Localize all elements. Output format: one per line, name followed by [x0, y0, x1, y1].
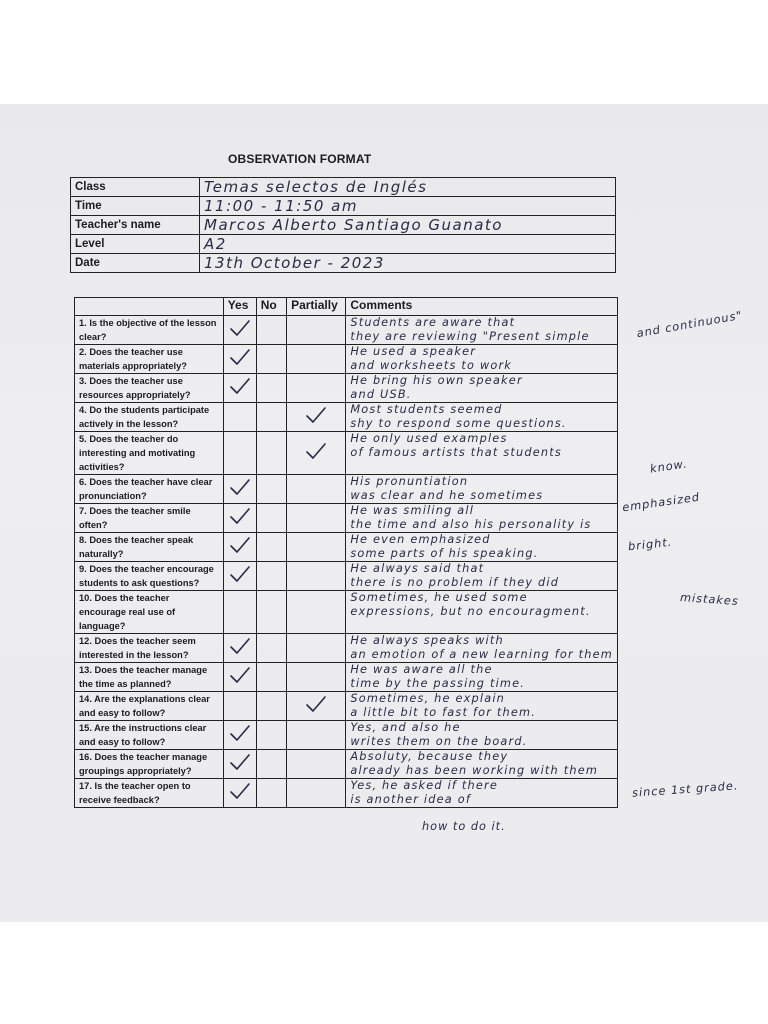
no-cell [256, 591, 286, 634]
info-row [71, 216, 616, 235]
observation-row [75, 475, 618, 504]
checkmark-icon [228, 347, 252, 372]
no-cell [256, 721, 286, 750]
info-value: Temas selectos de Inglés [200, 178, 616, 197]
no-header: No [256, 298, 286, 316]
info-row [71, 235, 616, 254]
partially-cell [287, 591, 346, 634]
question-cell: 12. Does the teacher seem interested in the lesson? [75, 634, 224, 663]
question-cell: 6. Does the teacher have clear pronunciation? [75, 475, 224, 504]
partially-cell [287, 432, 346, 475]
note-know: know. [649, 457, 689, 476]
info-label: Level [71, 235, 200, 254]
partially-cell [287, 779, 346, 808]
checkmark-icon [228, 752, 252, 777]
info-label: Time [71, 197, 200, 216]
yes-cell [223, 721, 256, 750]
checkmark-icon [304, 694, 328, 719]
checkmark-icon [304, 405, 328, 430]
checkmark-icon [228, 564, 252, 589]
question-cell: 3. Does the teacher use resources appropriately? [75, 374, 224, 403]
observation-row [75, 562, 618, 591]
question-cell: 8. Does the teacher speak naturally? [75, 533, 224, 562]
comment-cell: Yes, he asked if there is another idea of [346, 779, 618, 808]
no-cell [256, 692, 286, 721]
comment-cell: Sometimes, he explain a little bit to fast for them. [346, 692, 618, 721]
no-cell [256, 403, 286, 432]
info-row [71, 254, 616, 273]
comment-cell: Absoluty, because they already has been working with them [346, 750, 618, 779]
comment-cell: Sometimes, he used some expressions, but no encouragment. [346, 591, 618, 634]
observation-row [75, 403, 618, 432]
partially-cell [287, 721, 346, 750]
comment-cell: He was aware all the time by the passing time. [346, 663, 618, 692]
note-since-first-grade: since 1st grade. [631, 779, 739, 800]
no-cell [256, 316, 286, 345]
comment-cell: He was smiling all the time and also his personality is [346, 504, 618, 533]
info-row [71, 178, 616, 197]
note-how-to-do-it: how to do it. [422, 820, 506, 833]
yes-cell [223, 750, 256, 779]
no-cell [256, 374, 286, 403]
question-cell: 4. Do the students participate actively in the lesson? [75, 403, 224, 432]
question-cell: 7. Does the teacher smile often? [75, 504, 224, 533]
info-value: 13th October - 2023 [200, 254, 616, 273]
comment-cell: He used a speaker and worksheets to work [346, 345, 618, 374]
checkmark-icon [228, 376, 252, 401]
no-cell [256, 562, 286, 591]
partially-cell [287, 562, 346, 591]
lesson-info-table [70, 177, 616, 273]
no-cell [256, 345, 286, 374]
question-cell: 10. Does the teacher encourage real use of language? [75, 591, 224, 634]
comment-cell: He always said that there is no problem if they did [346, 562, 618, 591]
comment-cell: Yes, and also he writes them on the board. [346, 721, 618, 750]
info-row [71, 197, 616, 216]
yes-cell [223, 634, 256, 663]
yes-cell [223, 374, 256, 403]
observation-row [75, 504, 618, 533]
no-cell [256, 432, 286, 475]
comment-cell: He bring his own speaker and USB. [346, 374, 618, 403]
checkmark-icon [228, 318, 252, 343]
partially-cell [287, 663, 346, 692]
yes-cell [223, 562, 256, 591]
document-title: OBSERVATION FORMAT [228, 152, 372, 166]
checkmark-icon [228, 636, 252, 661]
yes-cell [223, 692, 256, 721]
checkmark-icon [228, 535, 252, 560]
observation-table [74, 297, 618, 808]
yes-cell [223, 533, 256, 562]
comment-cell: Most students seemed shy to respond some questions. [346, 403, 618, 432]
info-value: A2 [200, 235, 616, 254]
yes-cell [223, 779, 256, 808]
checkmark-icon [304, 441, 328, 466]
observation-row [75, 779, 618, 808]
partially-header: Partially [287, 298, 346, 316]
checkmark-icon [228, 723, 252, 748]
checkmark-icon [228, 665, 252, 690]
no-cell [256, 663, 286, 692]
question-cell: 14. Are the explanations clear and easy to follow? [75, 692, 224, 721]
yes-cell [223, 504, 256, 533]
question-cell: 17. Is the teacher open to receive feedback? [75, 779, 224, 808]
partially-cell [287, 533, 346, 562]
partially-cell [287, 692, 346, 721]
question-cell: 15. Are the instructions clear and easy to follow? [75, 721, 224, 750]
observation-row [75, 692, 618, 721]
comment-cell: His pronuntiation was clear and he sometimes [346, 475, 618, 504]
header-row [75, 298, 618, 316]
note-continuous: and continuous" [635, 308, 744, 341]
no-cell [256, 504, 286, 533]
yes-cell [223, 663, 256, 692]
question-cell: 9. Does the teacher encourage students to ask questions? [75, 562, 224, 591]
partially-cell [287, 475, 346, 504]
yes-cell [223, 403, 256, 432]
no-cell [256, 750, 286, 779]
no-cell [256, 779, 286, 808]
yes-cell [223, 316, 256, 345]
note-bright: bright. [627, 535, 673, 554]
comment-cell: He even emphasized some parts of his speaking. [346, 533, 618, 562]
question-header [75, 298, 224, 316]
partially-cell [287, 403, 346, 432]
yes-cell [223, 345, 256, 374]
info-label: Class [71, 178, 200, 197]
partially-cell [287, 750, 346, 779]
note-mistakes: mistakes [679, 590, 740, 609]
observation-row [75, 721, 618, 750]
observation-row [75, 533, 618, 562]
observation-row [75, 374, 618, 403]
observation-row [75, 345, 618, 374]
checkmark-icon [228, 477, 252, 502]
no-cell [256, 475, 286, 504]
question-cell: 2. Does the teacher use materials appropriately? [75, 345, 224, 374]
question-cell: 13. Does the teacher manage the time as planned? [75, 663, 224, 692]
observation-row [75, 432, 618, 475]
question-cell: 16. Does the teacher manage groupings appropriately? [75, 750, 224, 779]
yes-cell [223, 475, 256, 504]
note-emphasized: emphasized [621, 490, 701, 515]
comment-cell: Students are aware that they are reviewing "Present simple [346, 316, 618, 345]
partially-cell [287, 345, 346, 374]
comment-cell: He only used examples of famous artists that students [346, 432, 618, 475]
yes-cell [223, 591, 256, 634]
question-cell: 5. Does the teacher do interesting and motivating activities? [75, 432, 224, 475]
partially-cell [287, 316, 346, 345]
observation-row [75, 316, 618, 345]
no-cell [256, 533, 286, 562]
observation-row [75, 663, 618, 692]
observation-row [75, 750, 618, 779]
partially-cell [287, 504, 346, 533]
checkmark-icon [228, 781, 252, 806]
yes-header: Yes [223, 298, 256, 316]
partially-cell [287, 374, 346, 403]
partially-cell [287, 634, 346, 663]
info-label: Date [71, 254, 200, 273]
observation-row [75, 591, 618, 634]
comments-header: Comments [346, 298, 618, 316]
info-label: Teacher's name [71, 216, 200, 235]
question-cell: 1. Is the objective of the lesson clear? [75, 316, 224, 345]
no-cell [256, 634, 286, 663]
info-value: 11:00 - 11:50 am [200, 197, 616, 216]
yes-cell [223, 432, 256, 475]
info-value: Marcos Alberto Santiago Guanato [200, 216, 616, 235]
comment-cell: He always speaks with an emotion of a new learning for them [346, 634, 618, 663]
checkmark-icon [228, 506, 252, 531]
observation-row [75, 634, 618, 663]
